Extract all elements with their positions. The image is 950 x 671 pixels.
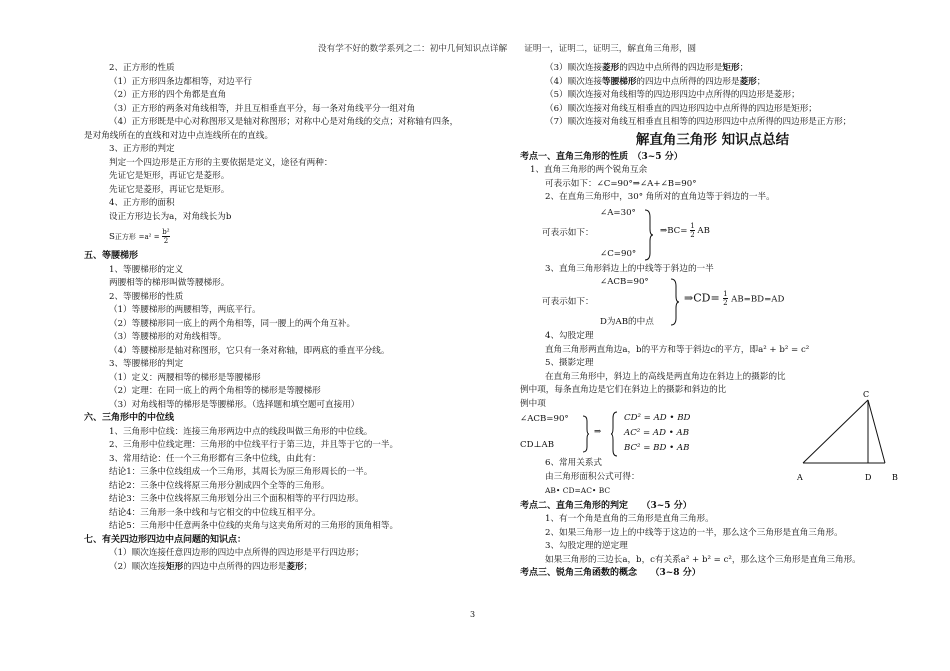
text-line: （4）等腰梯形是轴对称图形，它只有一条对称轴，即两底的垂直平分线。 (109, 345, 390, 356)
text-run: ； (739, 63, 749, 73)
right-brace-icon (670, 278, 680, 326)
vertex-c-label: C (863, 390, 870, 399)
square-area-formula (84, 224, 484, 250)
conclusion-rhs: AB=BD=AD (731, 294, 785, 305)
text-line: 2、正方形的性质 (109, 63, 175, 73)
text-line: 结论1：三条中位线组成一个三角形，其周长为原三角形周长的一半。 (109, 467, 373, 477)
formula-fraction (723, 290, 727, 307)
vertex-b-label: B (892, 473, 898, 482)
text-run: ； (303, 561, 313, 572)
text-line: 判定一个四边形是正方形的主要依据是定义，途径有两种： (109, 157, 333, 168)
right-triangle-figure (795, 388, 905, 484)
side-ac (803, 400, 868, 463)
text-line: 是对角线所在的直线和对边中点连线所在的直线。 (84, 130, 274, 141)
condition-line: ∠A=30° (600, 207, 636, 218)
formula-s: S (109, 232, 115, 242)
text-line: （3）等腰梯形的对角线相等。 (109, 332, 227, 342)
text-line: 1、三角形中位线：连接三角形两边中点的线段叫做三角形的中位线。 (109, 426, 373, 437)
formula-subscript: 正方形 (114, 233, 136, 241)
fraction-numerator: 1 (723, 290, 728, 298)
text-line: 2、三角形中位线定理：三角形的中位线平行于第三边，并且等于它的一半。 (109, 440, 399, 450)
text-line: （6）顺次连接对角线互相垂直的四边形四边中点所得的四边形是矩形； (545, 103, 817, 114)
section-title: 解直角三角形 知识点总结 (635, 131, 790, 148)
conclusion-lhs: ⇒CD= (684, 291, 720, 305)
text-line: 结论3：三条中位线将原三角形划分出三个面积相等的平行四边形。 (109, 494, 364, 504)
text-line: 1、直角三角形的两个锐角互余 (530, 165, 648, 175)
emphasis: 菱形 (739, 76, 757, 87)
condition-line: ∠ACB=90° (600, 277, 649, 287)
fraction-numerator: b² (162, 228, 170, 236)
emphasis: 矩形 (166, 561, 184, 572)
fraction-numerator: 1 (690, 221, 695, 230)
text-run: 的四边中点所得的四边形是 (183, 561, 287, 572)
section-heading: 五、等腰梯形 (84, 251, 139, 261)
fraction-denominator: 2 (690, 230, 695, 239)
conclusion-lhs: ⇒BC= (660, 225, 688, 236)
text-line (520, 62, 885, 76)
text-line: 可表示如下： (542, 227, 594, 238)
vertex-a-label: A (797, 473, 803, 482)
emphasis: 菱形 (286, 561, 304, 572)
text-line: 4、勾股定理 (545, 331, 594, 341)
text-line: 2、等腰梯形的性质 (109, 291, 184, 302)
text-line: （4）正方形既是中心对称图形又是轴对称图形；对称中心是对角线的交点；对称轴有四条， (109, 117, 459, 127)
text-line: 例中项，每条直角边是它们在斜边上的摄影和斜边的比 (520, 385, 727, 395)
text-line: 3、正方形的判定 (109, 144, 175, 154)
condition-line: ∠ACB=90° (520, 414, 569, 424)
text-line: （1）定义：两腰相等的梯形是等腰梯形 (109, 372, 261, 383)
conclusion-rhs: AB (697, 225, 710, 236)
text-line: AB• CD=AC• BC (545, 486, 611, 495)
page-number: 3 (470, 610, 476, 619)
text-line: 3、等腰梯形的判定 (109, 359, 184, 369)
formula-line: BC² = BD • AB (624, 443, 690, 453)
text-line: （1）顺次连接任意四边形的四边中点所得的四边形是平行四边形； (109, 548, 364, 558)
text-line: （2）定理：在同一底上的两个角相等的梯形是等腰梯形 (109, 386, 321, 396)
text-line: 由三角形面积公式可得： (545, 471, 640, 482)
text-line: （5）顺次连接对角线相等的四边形四边中点所得的四边形是菱形； (545, 90, 800, 100)
implies-symbol: ⇒ (594, 427, 602, 437)
text-line: （2）等腰梯形同一底上的两个角相等，同一腰上的两个角互补。 (109, 318, 356, 329)
conclusion (660, 222, 710, 239)
text-line: 2、在直角三角形中，30° 角所对的直角边等于斜边的一半。 (545, 192, 775, 202)
text-line: 1、有一个角是直角的三角形是直角三角形。 (545, 514, 714, 524)
right-brace-icon (582, 415, 590, 453)
emphasis: 菱形 (602, 63, 620, 73)
right-column (520, 62, 885, 581)
text-line: 结论5：三角形中任意两条中位线的夹角与这夹角所对的三角形的顶角相等。 (109, 521, 399, 531)
text-line (84, 561, 484, 575)
text-run: ； (756, 76, 766, 87)
condition-line: D为AB的中点 (600, 317, 654, 327)
page-header: 没有学不好的数学系列之二：初中几何知识点详解 证明一，证明二，证明三，解直角三角形，圆 (318, 44, 697, 54)
text-line: 两腰相等的梯形叫做等腰梯形。 (109, 278, 230, 288)
topic-heading: 考点二、直角三角形的判定 （3~5 分） (520, 500, 692, 511)
text-line: 设正方形边长为a，对角线长为b (109, 211, 232, 222)
projection-formulas (624, 411, 690, 456)
text-line: （3）正方形的两条对角线相等，并且互相垂直平分，每一条对角线平分一组对角 (109, 103, 416, 114)
text-line: （2）正方形的四个角都是直角 (109, 90, 227, 100)
text-line: （1）正方形四条边都相等，对边平行 (109, 76, 252, 87)
topic-heading: 考点三、锐角三角函数的概念 （3~8 分） (520, 568, 701, 578)
text-line: （3）对角线相等的梯形是等腰梯形。（选择题和填空题可直接用） (109, 399, 360, 410)
text-line: 如果三角形的三边长a，b，c有关系a² + b² = c²，那么这个三角形是直角三角形。 (545, 554, 861, 565)
conclusion (684, 290, 784, 307)
text-run: （2）顺次连接 (109, 561, 167, 572)
formula-line: AC² = AD • AB (624, 428, 690, 438)
text-line: 在直角三角形中，斜边上的高线是两直角边在斜边上的摄影的比 (545, 371, 786, 382)
text-line: 先证它是菱形，再证它是矩形。 (109, 184, 230, 195)
thirty-degree-block (520, 205, 885, 263)
left-column (84, 62, 484, 574)
text-line: 直角三角形两直角边a，b的平方和等于斜边c的平方，即a² + b² = c² (545, 344, 810, 355)
text-run: （3）顺次连接 (545, 63, 603, 73)
text-line: 可表示如下：∠C=90°⇒∠A+∠B=90° (545, 178, 697, 189)
text-line: （1）等腰梯形的两腰相等，两底平行。 (109, 305, 261, 315)
fraction-denominator: 2 (163, 237, 169, 245)
text-line: 1、等腰梯形的定义 (109, 264, 184, 275)
fraction-denominator: 2 (723, 299, 728, 307)
text-line: 3、常用结论：任一个三角形都有三条中位线，由此有： (109, 453, 321, 464)
text-run: （4）顺次连接 (545, 76, 603, 87)
formula-line: CD² = AD • BD (624, 413, 691, 423)
text-line: 3、勾股定理的逆定理 (545, 541, 628, 551)
median-block (520, 276, 885, 330)
condition-line: ∠C=90° (600, 248, 637, 259)
formula-eq: =a² = (138, 233, 160, 241)
text-line (520, 76, 885, 90)
text-line: （7）顺次连接对角线互相垂直且相等的四边形四边中点所得的四边形是正方形； (545, 117, 852, 127)
formula-fraction (162, 228, 169, 245)
emphasis: 等腰梯形 (602, 76, 637, 87)
emphasis: 矩形 (722, 63, 740, 73)
text-line: 结论2：三条中位线将原三角形分割成四个全等的三角形。 (109, 480, 330, 491)
formula-fraction (690, 222, 694, 239)
text-line: 2、如果三角形一边上的中线等于这边的一半，那么这个三角形是直角三角形。 (545, 527, 843, 538)
text-line: 例中项 (520, 398, 546, 409)
text-line: 4、正方形的面积 (109, 198, 175, 208)
text-line: 先证它是矩形，再证它是菱形。 (109, 171, 230, 181)
topic-heading: 考点一、直角三角形的性质 （3~5 分） (520, 151, 683, 162)
condition-line: CD⊥AB (520, 440, 555, 450)
section-heading: 七、有关四边形四边中点问题的知识点： (84, 534, 247, 545)
text-line: 6、常用关系式 (545, 458, 603, 468)
text-line: 5、摄影定理 (545, 358, 594, 368)
text-line: 3、直角三角形斜边上的中线等于斜边的一半 (545, 263, 714, 274)
section-heading: 六、三角形中的中位线 (84, 413, 175, 423)
point-d-label: D (865, 473, 872, 482)
left-brace-icon (610, 411, 618, 457)
text-run: 的四边中点所得的四边形是 (636, 76, 740, 87)
text-run: 的四边中点所得的四边形是 (619, 63, 723, 73)
text-line: 结论4：三角形一条中线和与它相交的中位线互相平分。 (109, 507, 321, 518)
side-cb (868, 400, 885, 463)
text-line: 可表示如下： (542, 297, 594, 307)
right-brace-icon (644, 209, 654, 261)
